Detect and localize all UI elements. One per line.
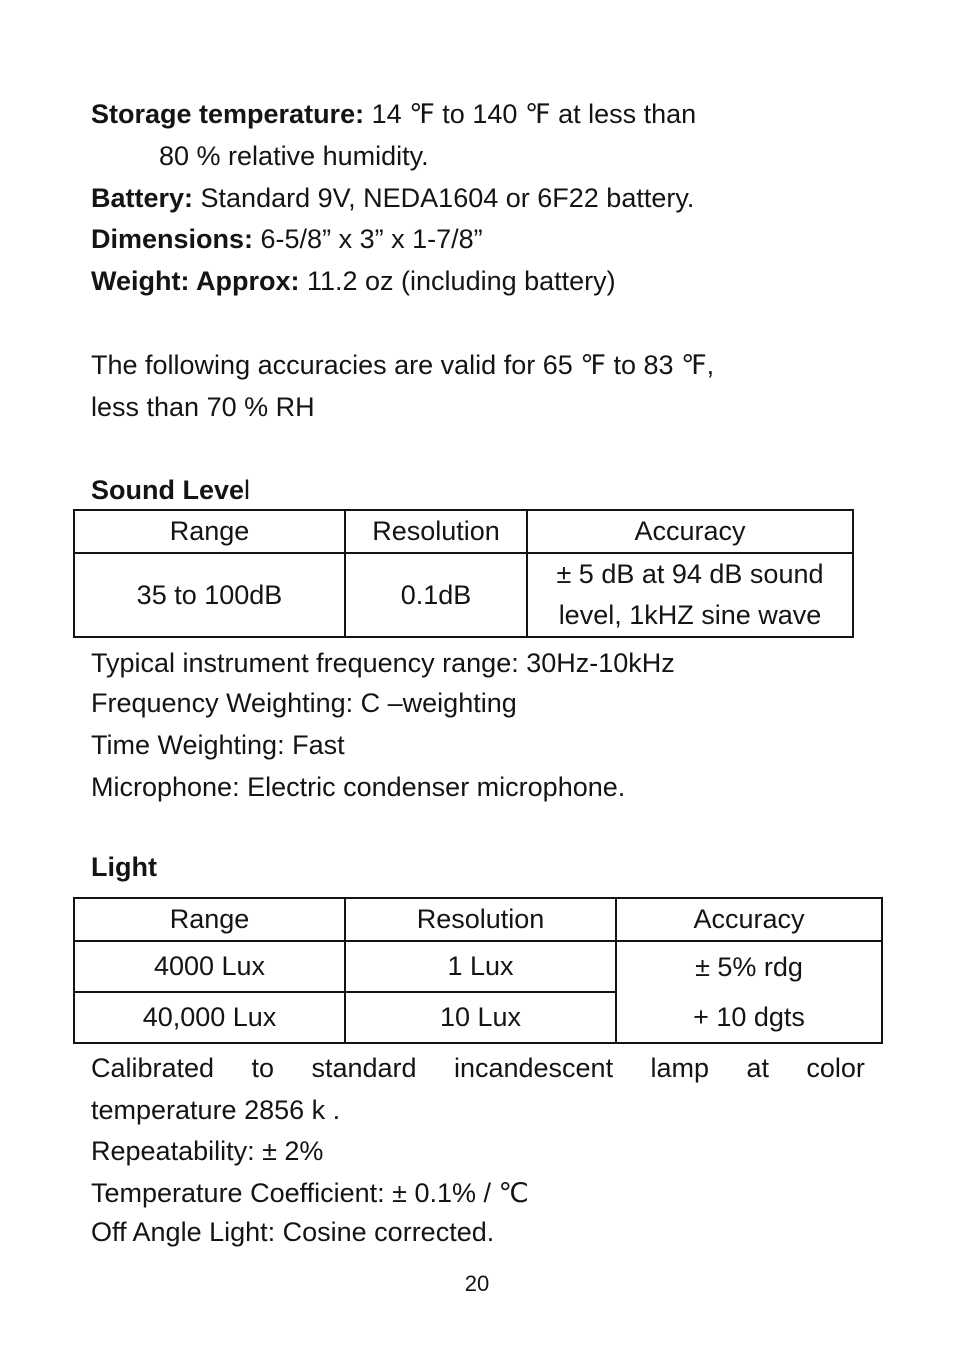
word: incandescent <box>453 1053 614 1083</box>
temperature-coefficient-line: Temperature Coefficient: ± 0.1% / ℃ <box>91 1178 529 1208</box>
battery-label: Battery: <box>91 183 194 213</box>
sound-note-frequency-range: Typical instrument frequency range: 30Hz-10kHz <box>91 648 675 678</box>
repeatability-line: Repeatability: ± 2% <box>91 1136 324 1166</box>
table-row <box>74 553 853 637</box>
calibrated-line <box>91 1055 865 1082</box>
header-accuracy: Accuracy <box>616 898 882 941</box>
sound-note-microphone: Microphone: Electric condenser microphone. <box>91 772 626 802</box>
weight-line <box>91 268 616 295</box>
word: at <box>746 1053 769 1083</box>
accuracy-note-line1: The following accuracies are valid for 65 ℉ to 83 ℉, <box>91 350 715 380</box>
word: lamp <box>650 1053 710 1083</box>
accuracy-line2: + 10 dgts <box>693 1002 805 1032</box>
cell-resolution: 1 Lux <box>345 941 616 992</box>
storage-value: 14 ℉ to 140 ℉ at less than <box>364 99 697 129</box>
accuracy-line1: ± 5 dB at 94 dB sound <box>556 559 824 589</box>
table-header-row <box>74 898 882 941</box>
light-title-text: Light <box>91 852 157 882</box>
page-number: 20 <box>464 1271 490 1296</box>
cell-range: 40,000 Lux <box>74 992 345 1043</box>
header-range: Range <box>74 510 345 553</box>
sound-title-bold: Sound Leve <box>91 475 245 505</box>
light-title <box>91 854 157 881</box>
dimensions-line <box>91 226 483 253</box>
cell-resolution: 0.1dB <box>345 553 527 637</box>
word: color <box>806 1053 865 1083</box>
light-table <box>73 897 883 1044</box>
weight-value: 11.2 oz (including battery) <box>299 266 616 296</box>
accuracy-note-line2: less than 70 % RH <box>91 392 315 422</box>
sound-note-frequency-weighting: Frequency Weighting: C –weighting <box>91 688 517 718</box>
word: standard <box>311 1053 417 1083</box>
cell-accuracy <box>616 941 882 1043</box>
cell-range: 35 to 100dB <box>74 553 345 637</box>
calibrated-continuation: temperature 2856 k . <box>91 1095 341 1125</box>
battery-value: Standard 9V, NEDA1604 or 6F22 battery. <box>193 183 695 213</box>
table-row <box>74 941 882 992</box>
sound-title-rest: l <box>244 475 251 505</box>
storage-label: Storage temperature: <box>91 99 365 129</box>
header-resolution: Resolution <box>345 510 527 553</box>
weight-label: Weight: Approx: <box>91 266 300 296</box>
dimensions-value: 6-5/8” x 3” x 1-7/8” <box>253 224 483 254</box>
storage-temperature-line <box>91 101 696 128</box>
table-header-row <box>74 510 853 553</box>
header-accuracy: Accuracy <box>527 510 853 553</box>
header-resolution: Resolution <box>345 898 616 941</box>
accuracy-line1: ± 5% rdg <box>695 952 803 982</box>
header-range: Range <box>74 898 345 941</box>
off-angle-line: Off Angle Light: Cosine corrected. <box>91 1217 495 1247</box>
cell-accuracy <box>527 553 853 637</box>
battery-line <box>91 185 694 212</box>
storage-continuation: 80 % relative humidity. <box>159 141 429 171</box>
accuracy-line2: level, 1kHZ sine wave <box>558 600 822 630</box>
cell-resolution: 10 Lux <box>345 992 616 1043</box>
word: Calibrated <box>91 1053 215 1083</box>
cell-range: 4000 Lux <box>74 941 345 992</box>
sound-level-title <box>91 477 250 504</box>
sound-note-time-weighting: Time Weighting: Fast <box>91 730 345 760</box>
dimensions-label: Dimensions: <box>91 224 254 254</box>
word: to <box>251 1053 275 1083</box>
sound-level-table <box>73 509 854 638</box>
